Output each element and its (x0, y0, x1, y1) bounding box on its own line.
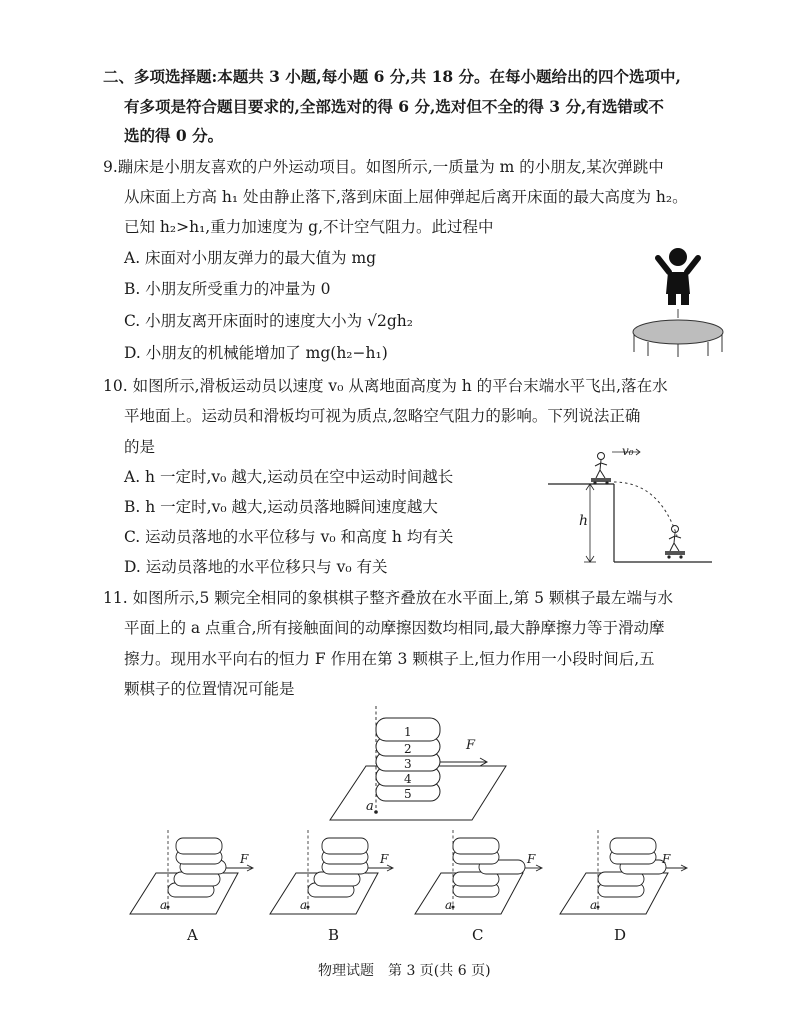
q11-option-figures (128, 828, 778, 918)
option-a-force-label: F (240, 852, 249, 866)
q11-stem-line2: 平面上的 a 点重合,所有接触面间的动摩擦因数均相同,最大静摩擦力等于滑动摩 (124, 619, 665, 637)
option-b-force-label: F (380, 852, 389, 866)
option-c-figure (415, 830, 542, 914)
option-c-letter: C (472, 926, 484, 944)
q11-stem-line3: 擦力。现用水平向右的恒力 F 作用在第 3 颗棋子上,恒力作用一小段时间后,五 (124, 650, 655, 668)
q11-stem-line4: 颗棋子的位置情况可能是 (124, 680, 295, 698)
piece-label-4: 4 (404, 772, 412, 786)
option-b-figure (270, 830, 393, 914)
chess-stack-figure (326, 704, 516, 824)
q10-option-c: C. 运动员落地的水平位移与 v₀ 和高度 h 均有关 (124, 528, 454, 546)
q9-option-b: B. 小朋友所受重力的冲量为 0 (124, 280, 331, 298)
q9-stem-line3: 已知 h₂>h₁,重力加速度为 g,不计空气阻力。此过程中 (124, 218, 494, 236)
q10-stem-line1: 10. 如图所示,滑板运动员以速度 v₀ 从离地面高度为 h 的平台末端水平飞出,落在水 (103, 377, 668, 395)
q10-option-a: A. h 一定时,v₀ 越大,运动员在空中运动时间越长 (124, 468, 454, 486)
q9-option-a: A. 床面对小朋友弹力的最大值为 mg (124, 249, 377, 267)
force-label: F (466, 738, 476, 753)
option-c-force-label: F (527, 852, 536, 866)
piece-label-3: 3 (404, 757, 412, 771)
skateboard-figure (544, 446, 714, 566)
q10-option-d: D. 运动员落地的水平位移只与 v₀ 有关 (124, 558, 388, 576)
q9-option-c: C. 小朋友离开床面时的速度大小为 √2gh₂ (124, 312, 413, 330)
option-d-force-label: F (662, 852, 671, 866)
v0-label: v₀ (622, 444, 634, 458)
option-a-figure (130, 830, 253, 914)
q10-stem-line3: 的是 (124, 438, 156, 456)
section-header-line3: 选的得 0 分。 (124, 126, 224, 145)
option-b-letter: B (328, 926, 340, 944)
option-c-point-label: a (445, 898, 453, 912)
point-a-label: a (366, 799, 374, 814)
q11-stem-line1: 11. 如图所示,5 颗完全相同的象棋棋子整齐叠放在水平面上,第 5 颗棋子最左端与水 (103, 589, 673, 607)
q9-stem-line2: 从床面上方高 h₁ 处由静止落下,落到床面上屈伸弹起后离开床面的最大高度为 h₂。 (124, 188, 688, 206)
child-figure (658, 248, 698, 305)
option-d-figure (560, 830, 687, 914)
q9-stem-line1: 9.蹦床是小朋友喜欢的户外运动项目。如图所示,一质量为 m 的小朋友,某次弹跳中 (103, 158, 664, 176)
piece-label-5: 5 (404, 787, 412, 801)
section-header-line1: 二、多项选择题:本题共 3 小题,每小题 6 分,共 18 分。在每小题给出的四个选项中, (103, 67, 681, 86)
q9-option-d: D. 小朋友的机械能增加了 mg(h₂−h₁) (124, 344, 388, 362)
option-d-letter: D (614, 926, 627, 944)
option-a-letter: A (187, 926, 198, 944)
option-a-point-label: a (160, 898, 168, 912)
section-header-line2: 有多项是符合题目要求的,全部选对的得 6 分,选对但不全的得 3 分,有选错或不 (124, 97, 664, 116)
option-b-point-label: a (300, 898, 308, 912)
piece-label-2: 2 (404, 742, 412, 756)
option-d-point-label: a (590, 898, 598, 912)
trampoline-figure (626, 246, 736, 358)
q10-option-b: B. h 一定时,v₀ 越大,运动员落地瞬间速度越大 (124, 498, 438, 516)
h-label: h (579, 513, 589, 529)
q10-stem-line2: 平地面上。运动员和滑板均可视为质点,忽略空气阻力的影响。下列说法正确 (124, 407, 641, 425)
page-footer: 物理试题 第 3 页(共 6 页) (318, 963, 491, 979)
skater-top (591, 453, 611, 485)
piece-label-1: 1 (404, 725, 412, 739)
